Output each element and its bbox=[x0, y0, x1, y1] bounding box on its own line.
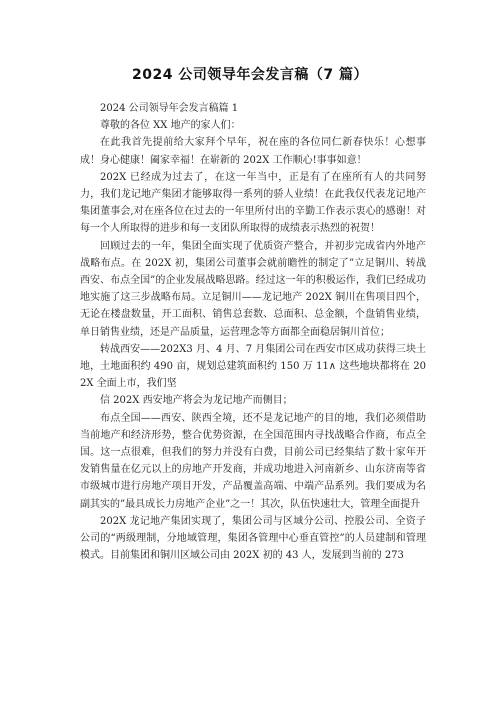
paragraph: 回顾过去的一年，集团全面实现了优质资产整合，并初步完成省内外地产战略布点。在 202X 初，集团公司董事会就前瞻性的制定了”立足铜川、转战西安、布点全国”的企业发展战略思路。经过这一年的积极运作，我们已经成功地实施了这三步战略布局。立足铜川——龙记地产 202X 铜川在售项目四个，无论在楼盘数量，开工面积、销售总套数、总面积、总金额，个盘销售业绩，单日销售业绩，还是产品质量，运营理念等方面都全面稳居铜川首位； bbox=[80, 240, 426, 338]
paragraph: 202X 龙记地产集团实现了，集团公司与区域分公司、控股公司、全资子公司的“两级理制，分地域管理，集团各管理中心垂直管控”的人员建制和管理模式。目前集团和铜川区域公司由 202X 初的 43 人，发展到当前的 273 bbox=[80, 515, 426, 562]
paragraph: 信 202X 西安地产将会为龙记地产而侧目； bbox=[100, 395, 293, 407]
paragraph: 转战西安——202X3 月、4 月、7 月集团公司在西安市区成功获得三块土地，土地面积约 490 亩，规划总建筑面积约 150 万 11∧ 这些地块都将在 202X 全面上市，我们坚 bbox=[80, 343, 426, 390]
paragraph: 在此我首先提前给大家拜个早年，祝在座的各位同仁新春快乐！心想事成！身心健康！阖家幸福！在崭新的 202X 工作顺心!事事如意！ bbox=[80, 137, 426, 166]
paragraph: 202X 已经成为过去了，在这一年当中，正是有了在座所有人的共同努力，我们龙记地产集团才能够取得一系列的骄人业绩！在此我仅代表龙记地产集团董事会,对在座各位在过去的一年里所付出的辛勤工作表示衷心的感谢！对每一个人所取得的进步和每一支团队所取得的成绩表示热烈的祝贺！ bbox=[80, 171, 426, 235]
paragraph-heading: 2024 公司领导年会发言稿篇 1 bbox=[100, 103, 239, 114]
paragraph: 布点全国——西安、陕西全境，还不是龙记地产的目的地，我们必须借助当前地产和经济形势，整合优势资源，在全国范围内寻找战略合作商，布点全国。这一点很难，但我们的努力并没有白费，目前公司已经集结了数十家年开发销售量在亿元以上的房地产开发商，并成功地进入河南新乡、山东济南等省市级城市进行房地产项目开发，产品覆盖高端、中端产品系列。我们要成为名副其实的”最具成长力房地产企业”之一！其次，队伍快速壮大，管理全面提升 bbox=[80, 412, 426, 510]
document-body bbox=[80, 100, 426, 564]
document-title: 2024 公司领导年会发言稿（7 篇） bbox=[132, 67, 368, 83]
paragraph-salutation: 尊敬的各位 XX 地产的家人们： bbox=[100, 120, 241, 132]
